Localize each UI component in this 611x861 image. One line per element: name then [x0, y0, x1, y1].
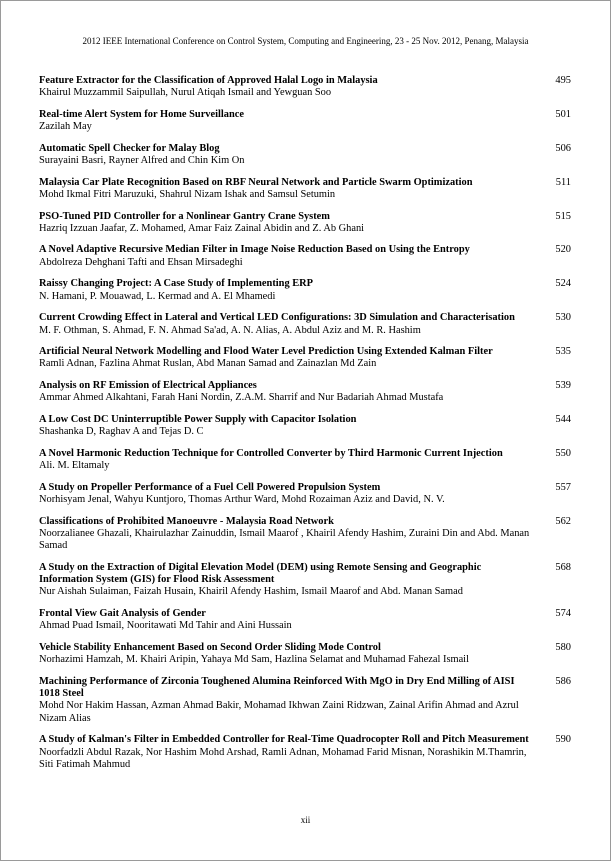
- paper-authors: Norhisyam Jenal, Wahyu Kuntjoro, Thomas Arthur Ward, Mohd Rozaiman Aziz and David, N. V.: [39, 493, 445, 505]
- paper-title: A Low Cost DC Uninterruptible Power Supply with Capacitor Isolation: [39, 413, 357, 425]
- paper-authors: Surayaini Basri, Rayner Alfred and Chin Kim On: [39, 155, 245, 167]
- paper-title: A Novel Adaptive Recursive Median Filter in Image Noise Reduction Based on Using the Entropy: [39, 244, 470, 256]
- paper-authors: Ramli Adnan, Fazlina Ahmat Ruslan, Abd Manan Samad and Zainazlan Md Zain: [39, 358, 377, 370]
- paper-authors: Hazriq Izzuan Jaafar, Z. Mohamed, Amar Faiz Zainal Abidin and Z. Ab Ghani: [39, 222, 365, 234]
- paper-page-number: 539: [555, 380, 571, 392]
- toc-entry[interactable]: [39, 346, 571, 371]
- paper-title: A Study on Propeller Performance of a Fuel Cell Powered Propulsion System: [39, 481, 381, 493]
- paper-title: Frontal View Gait Analysis of Gender: [39, 607, 206, 619]
- paper-authors: Mohd Ikmal Fitri Maruzuki, Shahrul Nizam Ishak and Samsul Setumin: [39, 188, 336, 200]
- toc-entry[interactable]: [39, 642, 571, 667]
- page-number-footer: xii: [300, 815, 311, 825]
- table-of-contents: [39, 75, 571, 780]
- paper-title: PSO-Tuned PID Controller for a Nonlinear Gantry Crane System: [39, 210, 330, 222]
- paper-authors: Shashanka D, Raghav A and Tejas D. C: [39, 426, 204, 438]
- paper-page-number: 562: [555, 515, 571, 527]
- toc-entry[interactable]: [39, 312, 571, 337]
- paper-title: Artificial Neural Network Modelling and Flood Water Level Prediction Using Extended Kalman Filter: [39, 346, 493, 358]
- toc-entry[interactable]: [39, 109, 571, 134]
- paper-title: A Study of Kalman's Filter in Embedded Controller for Real-Time Quadrocopter Roll and Pitch Measurement: [39, 734, 529, 746]
- toc-entry[interactable]: [39, 734, 571, 771]
- toc-entry[interactable]: [39, 608, 571, 633]
- toc-entry[interactable]: [39, 244, 571, 269]
- toc-entry[interactable]: [39, 562, 571, 599]
- paper-page-number: 568: [555, 561, 571, 573]
- toc-entry[interactable]: [39, 482, 571, 507]
- toc-entry[interactable]: [39, 278, 571, 303]
- paper-page-number: 530: [555, 312, 571, 324]
- toc-entry[interactable]: [39, 380, 571, 405]
- paper-title: A Novel Harmonic Reduction Technique for Controlled Converter by Third Harmonic Current Injection: [39, 447, 503, 459]
- paper-authors: Zazilah May: [39, 121, 92, 133]
- paper-page-number: 495: [555, 75, 571, 86]
- paper-authors: Khairul Muzzammil Saipullah, Nurul Atiqah Ismail and Yewguan Soo: [39, 87, 332, 99]
- paper-authors: Ahmad Puad Ismail, Nooritawati Md Tahir and Aini Hussain: [39, 620, 292, 632]
- toc-entry[interactable]: [39, 676, 571, 725]
- paper-page-number: 506: [555, 142, 571, 154]
- toc-entry[interactable]: [39, 448, 571, 473]
- paper-title: Real-time Alert System for Home Surveillance: [39, 108, 244, 120]
- paper-authors: Ali. M. Eltamaly: [39, 460, 110, 472]
- paper-authors: Nur Aishah Sulaiman, Faizah Husain, Khairil Afendy Hashim, Ismail Maarof and Abd. Manan Samad: [39, 586, 463, 598]
- paper-page-number: 535: [555, 346, 571, 358]
- paper-title: Current Crowding Effect in Lateral and Vertical LED Configurations: 3D Simulation and Characterisation: [39, 312, 515, 324]
- paper-title: Analysis on RF Emission of Electrical Appliances: [39, 380, 257, 392]
- toc-entry[interactable]: [39, 143, 571, 168]
- paper-page-number: 586: [555, 675, 571, 687]
- paper-title: Classifications of Prohibited Manoeuvre - Malaysia Road Network: [39, 515, 334, 527]
- paper-authors: Norhazimi Hamzah, M. Khairi Aripin, Yahaya Md Sam, Hazlina Selamat and Muhamad Fahezal Ismail: [39, 654, 469, 666]
- paper-page-number: 580: [555, 641, 571, 653]
- paper-page-number: 574: [555, 607, 571, 619]
- toc-entry[interactable]: [39, 75, 571, 100]
- paper-title: Vehicle Stability Enhancement Based on Second Order Sliding Mode Control: [39, 641, 381, 653]
- paper-authors: Abdolreza Dehghani Tafti and Ehsan Mirsadeghi: [39, 256, 243, 268]
- paper-authors: Noorzalianee Ghazali, Khairulazhar Zainuddin, Ismail Maarof , Khairil Afendy Hashim, Zuraini Din and Abd. Manan Samad: [39, 527, 530, 552]
- paper-authors: Ammar Ahmed Alkahtani, Farah Hani Nordin, Z.A.M. Sharrif and Nur Badariah Ahmad Mustafa: [39, 392, 444, 404]
- toc-entry[interactable]: [39, 414, 571, 439]
- paper-page-number: 501: [555, 108, 571, 120]
- paper-title: Feature Extractor for the Classification of Approved Halal Logo in Malaysia: [39, 75, 378, 86]
- paper-page-number: 511: [555, 176, 571, 188]
- paper-authors: M. F. Othman, S. Ahmad, F. N. Ahmad Sa'ad, A. N. Alias, A. Abdul Aziz and M. R. Hashim: [39, 324, 421, 336]
- paper-title: Malaysia Car Plate Recognition Based on RBF Neural Network and Particle Swarm Optimization: [39, 176, 473, 188]
- paper-page-number: 520: [555, 244, 571, 256]
- paper-page-number: 550: [555, 447, 571, 459]
- paper-authors: N. Hamani, P. Mouawad, L. Kermad and A. El Mhamedi: [39, 290, 276, 302]
- paper-page-number: 544: [555, 413, 571, 425]
- paper-page-number: 515: [555, 210, 571, 222]
- paper-title: A Study on the Extraction of Digital Elevation Model (DEM) using Remote Sensing and Geographic Information System (GIS) for Flood Risk Assessment: [39, 561, 482, 586]
- paper-title: Automatic Spell Checker for Malay Blog: [39, 142, 220, 154]
- paper-title: Raissy Changing Project: A Case Study of Implementing ERP: [39, 278, 314, 290]
- paper-title: Machining Performance of Zirconia Toughened Alumina Reinforced With MgO in Dry End Milling of AISI 1018 Steel: [39, 675, 515, 700]
- running-header: 2012 IEEE International Conference on Control System, Computing and Engineering, 23 - 25 Nov. 2012, Penang, Malaysia: [82, 36, 529, 46]
- paper-authors: Mohd Nor Hakim Hassan, Azman Ahmad Bakir, Mohamad Ikhwan Zaini Ridzwan, Zainal Arifin Ahmad and Azrul Nizam Alias: [39, 700, 519, 724]
- toc-entry[interactable]: [39, 177, 571, 202]
- toc-entry[interactable]: [39, 211, 571, 236]
- paper-page-number: 590: [555, 734, 571, 746]
- paper-page-number: 557: [555, 481, 571, 493]
- toc-entry[interactable]: [39, 516, 571, 553]
- paper-authors: Noorfadzli Abdul Razak, Nor Hashim Mohd Arshad, Ramli Adnan, Mohamad Farid Misnan, Norashikin M.Thamrin, Siti Fatimah Mahmud: [39, 746, 527, 770]
- paper-page-number: 524: [555, 278, 571, 290]
